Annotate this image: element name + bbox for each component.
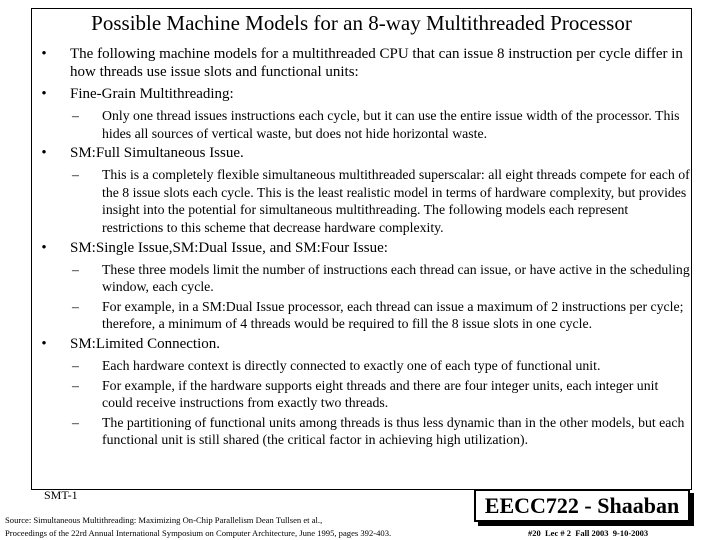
sub-bullet-text: Only one thread issues instructions each cycle, but it can use the entire issue width of the processor. This hides all sources of vertical waste, but does not hide horizontal waste.	[102, 108, 680, 141]
bullet-text: The following machine models for a multithreaded CPU that can issue 8 instruction per cycle differ in how threads use issue slots and functional units:	[70, 46, 683, 80]
bullet-text: SM:Limited Connection.	[70, 335, 220, 352]
dash-marker: –	[72, 357, 79, 373]
sub-bullet-item	[38, 357, 692, 375]
bullet-item	[38, 239, 692, 257]
sub-bullet-item	[38, 107, 692, 142]
sub-bullet-text: For example, if the hardware supports eight threads and there are four integer units, each integer unit could receive instructions from exactly two threads.	[102, 377, 659, 411]
sub-bullet-text: These three models limit the number of instructions each thread can issue, or have active in the scheduling window, each cycle.	[102, 261, 690, 295]
bullet-marker: •	[41, 86, 47, 102]
sub-bullet-text: For example, in a SM:Dual Issue processor, each thread can issue a maximum of 2 instructions per cycle; therefore, a minimum of 4 threads would be required to fill the 8 issue slots in one cycle.	[102, 298, 684, 332]
slide-label: SMT-1	[44, 488, 78, 502]
bullet-item	[38, 144, 692, 162]
bullet-item	[38, 45, 692, 81]
source-line: Proceedings of the 22rd Annual International Symposium on Computer Architecture, June 1995, pages 392-403.	[5, 528, 392, 538]
dash-marker: –	[72, 377, 79, 393]
sub-bullet-text: The partitioning of functional units among threads is thus less dynamic than in the other models, but each functional unit is still shared (the critical factor in achieving high utilization).	[102, 414, 685, 448]
sub-bullet-text: Each hardware context is directly connected to exactly one of each type of functional unit.	[102, 357, 601, 373]
dash-marker: –	[72, 108, 79, 123]
slide-title: Possible Machine Models for an 8-way Multithreaded Processor	[91, 11, 632, 35]
dash-marker: –	[72, 414, 79, 430]
slide-number: #20 Lec # 2 Fall 2003 9-10-2003	[528, 528, 649, 538]
sub-bullet-item	[38, 166, 692, 236]
bullet-text: Fine-Grain Multithreading:	[70, 86, 234, 102]
bullet-text: SM:Single Issue,SM:Dual Issue, and SM:Four Issue:	[70, 239, 388, 256]
bullet-item	[38, 85, 692, 103]
dash-marker: –	[72, 261, 79, 277]
sub-bullet-item	[38, 261, 692, 296]
sub-bullet-item	[38, 414, 692, 449]
bullet-text: SM:Full Simultaneous Issue.	[70, 145, 244, 162]
course-logo: EECC722 - Shaaban	[474, 489, 690, 522]
source-citation	[5, 514, 391, 540]
sub-bullet-text: This is a completely flexible simultaneous multithreaded superscalar: all eight threads compete for each of the 8 issue slots each cycle. This is the least realistic model in terms of hardware complexity, but provides insight into the potential for simultaneous multithreading. The following models each represent restrictions to this scheme that decrease hardware complexity.	[102, 167, 690, 235]
dash-marker: –	[72, 298, 79, 314]
sub-bullet-item	[38, 377, 692, 412]
bullet-marker: •	[41, 145, 47, 162]
slide-content	[38, 45, 692, 451]
source-line: Source: Simultaneous Multithreading: Maximizing On-Chip Parallelism Dean Tullsen et al.,	[5, 515, 323, 525]
bullet-marker: •	[41, 239, 47, 256]
bullet-marker: •	[41, 335, 47, 352]
bullet-marker: •	[41, 46, 47, 62]
sub-bullet-item	[38, 298, 692, 333]
dash-marker: –	[72, 167, 79, 183]
bullet-item	[38, 335, 692, 353]
